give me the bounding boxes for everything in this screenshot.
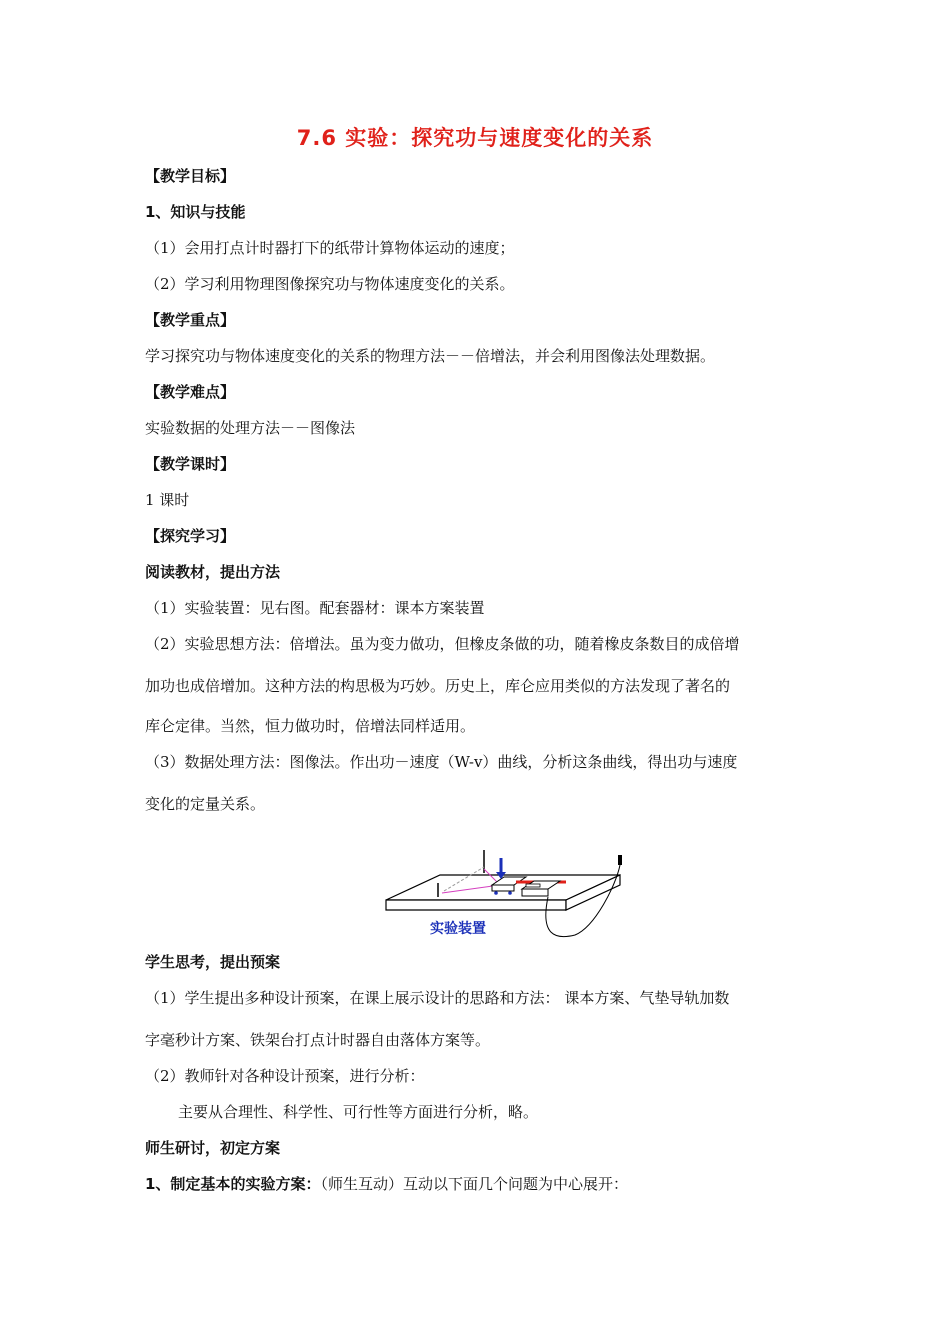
explore-heading: 【探究学习】 [145,527,236,545]
basic-plan-label: 1、制定基本的实验方案： [145,1175,321,1193]
plan-2-detail: 主要从合理性、科学性、可行性等方面进行分析，略。 [178,1103,539,1121]
method-2-line-3: 库仑定律。当然，恒力做功时，倍增法同样适用。 [145,717,476,735]
discuss-heading: 师生研讨，初定方案 [145,1139,281,1157]
hours-text: 1 课时 [145,491,190,509]
experiment-apparatus-figure [380,845,630,940]
objectives-heading: 【教学目标】 [145,167,236,185]
method-3-line-2: 变化的定量关系。 [145,795,266,813]
read-heading: 阅读教材，提出方法 [145,563,281,581]
plan-1-line-2: 字毫秒计方案、铁架台打点计时器自由落体方案等。 [145,1031,491,1049]
plan-1-line-1: （1）学生提出多种设计预案，在课上展示设计的思路和方法： 课本方案、气垫导轨加数 [145,989,730,1007]
figure-caption: 实验装置 [430,921,486,937]
key-text: 学习探究功与物体速度变化的关系的物理方法－－倍增法，并会利用图像法处理数据。 [145,347,716,365]
difficulty-text: 实验数据的处理方法－－图像法 [145,419,356,437]
objective-1: （1）会用打点计时器打下的纸带计算物体运动的速度； [145,239,515,257]
method-1: （1）实验装置：见右图。配套器材：课本方案装置 [145,599,485,617]
method-2-line-2: 加功也成倍增加。这种方法的构思极为巧妙。历史上，库仑应用类似的方法发现了著名的 [145,677,731,695]
key-heading: 【教学重点】 [145,311,236,329]
hours-heading: 【教学课时】 [145,455,236,473]
page-title: 7.6 实验：探究功与速度变化的关系 [296,126,654,150]
basic-plan-line [145,1173,628,1194]
plan-2: （2）教师针对各种设计预案，进行分析： [145,1067,425,1085]
objective-2: （2）学习利用物理图像探究功与物体速度变化的关系。 [145,275,515,293]
knowledge-heading: 1、知识与技能 [145,203,246,221]
basic-plan-text: （师生互动）互动以下面几个问题为中心展开： [320,1175,628,1193]
method-2-line-1: （2）实验思想方法：倍增法。虽为变力做功，但橡皮条做的功，随着橡皮条数目的成倍增 [145,635,740,653]
think-heading: 学生思考，提出预案 [145,953,281,971]
method-3-line-1: （3）数据处理方法：图像法。作出功－速度（W-v）曲线，分析这条曲线，得出功与速度 [145,753,738,771]
difficulty-heading: 【教学难点】 [145,383,236,401]
